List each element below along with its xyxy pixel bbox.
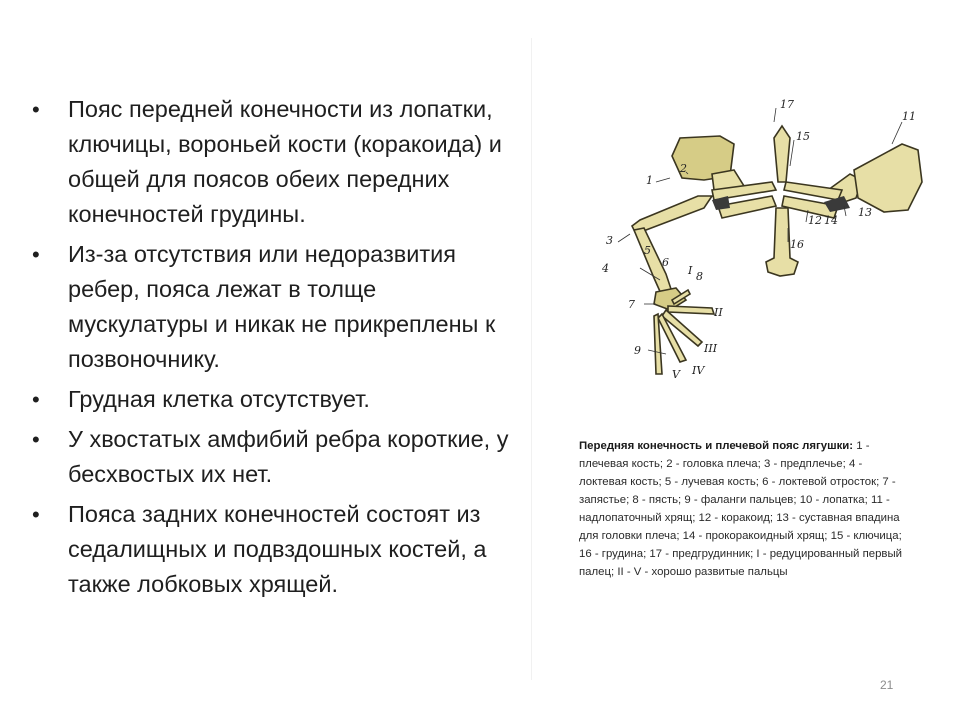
label-II: II [714,306,723,319]
label-V: V [672,368,680,381]
leader-line [774,108,776,122]
label-13: 13 [858,206,872,219]
leader-line [790,140,794,166]
label-8: 8 [696,270,703,283]
leader-line [656,178,670,182]
bullet-list [28,92,518,607]
label-4: 4 [602,262,609,275]
right-suprascapular-cartilage [854,144,922,212]
caption-title: Передняя конечность и плечевой пояс лягушки: [579,440,854,452]
label-6: 6 [662,256,669,269]
label-2: 2 [680,162,687,175]
bullet-item: • Из-за отсутствия или недоразвития ребер, пояса лежат в толще мускулатуры и никак не прикреплены к позвоночнику. [28,237,518,377]
label-I: I [688,264,693,277]
label-11: 11 [902,110,916,123]
figure-panel [532,38,952,680]
label-17: 17 [780,98,794,111]
bullet-item: • У хвостатых амфибий ребра короткие, у бесхвостых их нет. [28,422,518,492]
digit-II [668,306,714,314]
label-III: III [704,342,718,355]
label-16: 16 [790,238,804,251]
label-1: 1 [646,174,653,187]
page-number: 21 [880,678,894,692]
leader-line [618,234,630,242]
caption-body: 1 - плечевая кость; 2 - головка плеча; 3 - предплечье; 4 - локтевая кость; 5 - лучевая кость; 6 - локтевой отросток; 7 - запястье; 8 - пясть; 9 - фаланги пальцев; 10 - лопатка; 11 - надлопаточный хрящ; 12 - коракоид; 13 - суставная впадина для головки плеча; 14 - прокоракоидный хрящ; 15 - ключица; 16 - грудина; 17 - предгрудинник; I - редуцированный первый палец; II - V - хорошо развитые пальцы [579,440,903,578]
label-3: 3 [606,234,613,247]
figure-caption [579,437,909,581]
leader-line [892,122,902,144]
label-7: 7 [628,298,635,311]
label-5: 5 [644,244,651,257]
label-15: 15 [796,130,810,143]
omosternum [774,126,790,182]
bullet-item: • Пояса задних конечностей состоят из седалищных и подвздошных костей, а также лобковых хрящей. [28,497,518,602]
frog-shoulder-girdle-diagram [562,78,932,398]
bullet-item: • Пояс передней конечности из лопатки, ключицы, вороньей кости (коракоида) и общей для поясов обеих передних конечностей грудины. [28,92,518,232]
label-14: 14 [824,214,838,227]
label-12: 12 [808,214,822,227]
label-IV: IV [692,364,705,377]
bullet-item: • Грудная клетка отсутствует. [28,382,518,417]
label-9: 9 [634,344,641,357]
